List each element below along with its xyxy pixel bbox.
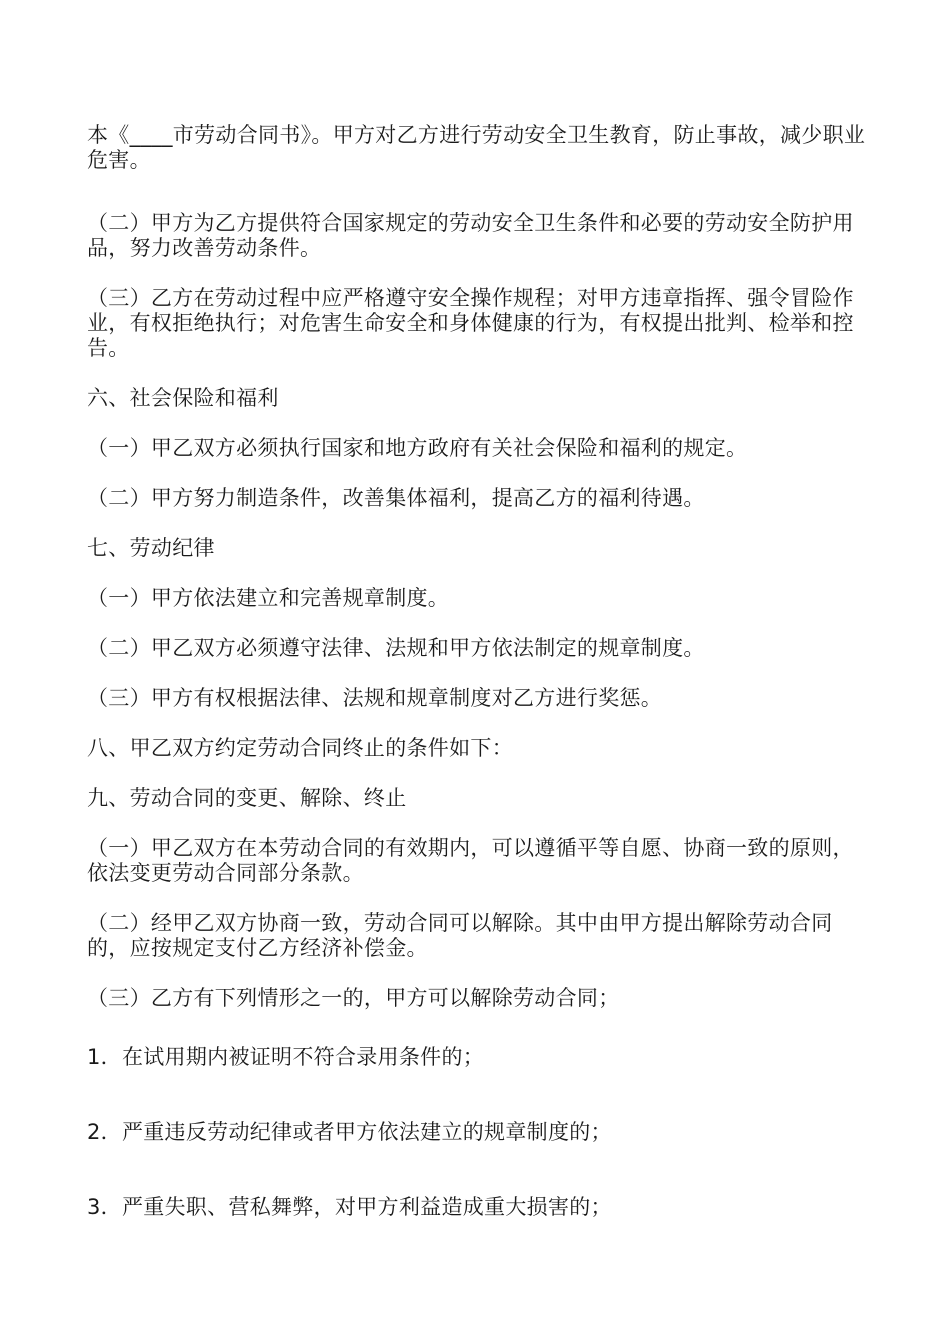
- paragraph-welfare: （二）甲方努力制造条件，改善集体福利，提高乙方的福利待遇。: [87, 486, 705, 510]
- list-item-misconduct: 3．严重失职、营私舞弊，对甲方利益造成重大损害的；: [87, 1195, 612, 1219]
- section-heading-contract-changes: 九、劳动合同的变更、解除、终止: [87, 786, 407, 810]
- paragraph-rewards-penalties: （三）甲方有权根据法律、法规和规章制度对乙方进行奖惩。: [87, 686, 663, 710]
- paragraph-obey-rules: （二）甲乙双方必须遵守法律、法规和甲方依法制定的规章制度。: [87, 636, 705, 660]
- paragraph-termination-grounds: （三）乙方有下列情形之一的，甲方可以解除劳动合同；: [87, 986, 620, 1010]
- section-heading-labor-discipline: 七、劳动纪律: [87, 536, 215, 560]
- paragraph-safety-conditions: （二）甲方为乙方提供符合国家规定的劳动安全卫生条件和必要的劳动安全防护用品，努力改善劳动条件。: [87, 211, 854, 260]
- list-item-discipline-violation: 2．严重违反劳动纪律或者甲方依法建立的规章制度的；: [87, 1120, 612, 1144]
- section-heading-termination-conditions: 八、甲乙双方约定劳动合同终止的条件如下：: [87, 736, 513, 760]
- paragraph-insurance-rules: （一）甲乙双方必须执行国家和地方政府有关社会保险和福利的规定。: [87, 436, 748, 460]
- paragraph-mutual-termination: （二）经甲乙双方协商一致，劳动合同可以解除。其中由甲方提出解除劳动合同的，应按规定支付乙方经济补偿金。: [87, 911, 833, 960]
- list-item-probation: 1．在试用期内被证明不符合录用条件的；: [87, 1045, 485, 1069]
- paragraph-safety-education: 本《____市劳动合同书》。甲方对乙方进行劳动安全卫生教育，防止事故，减少职业危害。: [87, 123, 866, 172]
- paragraph-rules-established: （一）甲方依法建立和完善规章制度。: [87, 586, 450, 610]
- section-heading-social-insurance: 六、社会保险和福利: [87, 386, 279, 410]
- paragraph-contract-modification: （一）甲乙双方在本劳动合同的有效期内，可以遵循平等自愿、协商一致的原则，依法变更劳动合同部分条款。: [87, 836, 854, 885]
- paragraph-safety-rights: （三）乙方在劳动过程中应严格遵守安全操作规程；对甲方违章指挥、强令冒险作业，有权拒绝执行；对危害生命安全和身体健康的行为，有权提出批判、检举和控告。: [87, 286, 854, 360]
